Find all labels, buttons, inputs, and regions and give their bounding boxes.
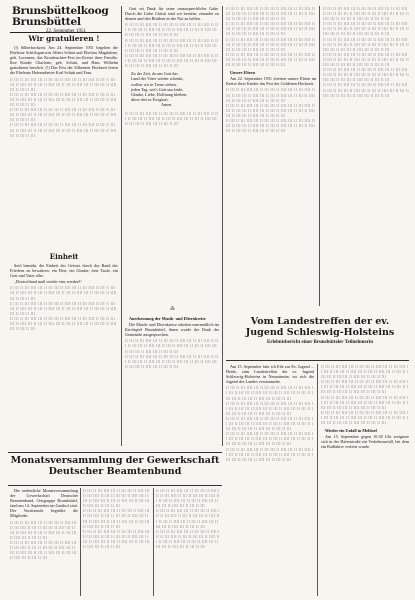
gratulieren-fill-4: ll lll ll lll llll lll ll lll lll ll llll lll ll lll llll ll lll ll lll lll ll llll lll ll lll ll llll lll ll lll ll llll lll ll lll lll ll llll lll ll lll ll lll bbox=[10, 122, 117, 138]
unfall-body bbox=[321, 428, 409, 449]
gratulieren-fill-2: ll lll ll lll llll lll ll lll lll ll llll lll ll lll llll ll lll ll lll lll ll llll lll ll lll ll llll lll ll lll ll llll lll ll lll lll ll llll lll ll lll ll lll bbox=[10, 91, 117, 108]
col4-fill-6: ll lll ll lll llll lll ll lll lll ll llll lll ll lll llll ll lll ll lll lll ll llll lll ll lll ll llll lll ll lll ll llll lll ll lll lll ll llll lll ll lll ll lll bbox=[323, 82, 409, 98]
einheit-title: Einheit bbox=[49, 252, 79, 261]
monats-rule-top bbox=[8, 452, 222, 453]
col3-fill-1: ll lll ll lll llll lll ll lll lll ll llll lll ll lll llll ll lll ll lll lll ll llll lll ll lll ll llll lll ll lll ll llll lll ll lll lll ll llll lll ll lll ll lll bbox=[226, 6, 316, 22]
landestreffen-col-2 bbox=[321, 364, 409, 596]
lt-fill-1: ll lll ll lll llll lll ll lll lll ll llll lll ll lll llll ll lll ll lll lll ll llll lll ll lll ll llll lll ll lll ll llll lll ll lll lll ll llll lll ll lll ll lll bbox=[226, 385, 314, 401]
monats-lead: Die ordentliche Monatsversammlung der Gewerkschaft Deutscher Beamtenbund, Ortsgruppe Brunsbüttel, fand am 14. September im Gasthof statt. Der Vorsitzende begrüßte die Mitglieder. bbox=[10, 488, 78, 519]
poem-line: Glaube, Liebe, Hoffnung bleiben, bbox=[131, 91, 188, 97]
lt2-fill-4: ll lll ll lll llll lll ll lll lll ll llll lll ll lll llll ll lll ll lll lll ll llll lll ll lll ll llll lll ll lll ll llll lll ll lll lll ll llll lll ll lll ll lll bbox=[321, 409, 409, 426]
monats-rule-bottom bbox=[8, 485, 222, 486]
monats-col-1 bbox=[10, 488, 78, 596]
monats-head bbox=[10, 455, 220, 485]
einheit-body bbox=[10, 263, 118, 284]
poem-end: Amen. bbox=[161, 102, 173, 108]
anerkennung-body bbox=[125, 316, 219, 337]
mv2-fill-3: ll lll ll lll llll lll ll lll lll ll llll lll ll lll llll ll lll ll lll lll ll llll lll ll lll ll llll lll ll lll ll llll lll ll lll lll ll llll lll ll lll ll lll bbox=[83, 528, 150, 550]
einheit-quote: „Deutschland muß wieder eins werden!“ bbox=[14, 279, 83, 285]
col3-fill-7: ll lll ll lll llll lll ll lll lll ll llll lll ll lll llll ll lll ll lll lll ll llll lll ll lll ll llll lll ll lll ll llll lll ll lll lll ll llll lll ll lll ll lll bbox=[226, 117, 316, 134]
mv-fill-2: ll lll ll lll llll lll ll lll lll ll llll lll ll lll llll ll lll ll lll lll ll llll lll ll lll ll llll lll ll lll ll llll lll ll lll lll ll llll lll ll lll ll lll bbox=[10, 539, 77, 561]
col3-fill-5: ll lll ll lll llll lll ll lll lll ll llll lll ll lll llll ll lll ll lll lll ll llll lll ll lll ll llll lll ll lll ll llll lll ll lll lll ll llll lll ll lll ll lll bbox=[226, 87, 316, 103]
column-rule-1 bbox=[121, 6, 122, 446]
lt2-fill-1: ll lll ll lll llll lll ll lll lll ll llll lll ll lll llll ll lll ll lll lll ll llll lll ll lll ll llll lll ll lll ll llll lll ll lll lll ll llll lll ll lll ll lll bbox=[321, 364, 409, 380]
col4-fill-4: ll lll ll lll llll lll ll lll lll ll llll lll ll lll llll ll lll ll lll lll ll llll lll ll lll ll llll lll ll lll ll llll lll ll lll lll ll llll lll ll lll ll lll bbox=[323, 51, 409, 68]
poem-line: diese drei in Ewigkeit. bbox=[131, 97, 169, 103]
mv3-fill-2: ll lll ll lll llll lll ll lll lll ll llll lll ll lll llll ll lll ll lll lll ll llll lll ll lll ll llll lll ll lll ll llll lll ll lll lll ll llll lll ll lll ll lll bbox=[156, 508, 220, 529]
landestreffen-body bbox=[226, 364, 314, 384]
gratulieren-body bbox=[10, 45, 118, 76]
col2-fill-4: ll lll ll lll llll lll ll lll lll ll llll lll ll lll llll ll lll ll lll lll ll llll lll ll lll ll llll lll ll lll ll llll lll ll lll lll ll llll lll ll lll ll lll bbox=[125, 110, 219, 126]
col3-fill-3: ll lll ll lll llll lll ll lll lll ll llll lll ll lll llll ll lll ll lll lll ll llll lll ll lll ll llll lll ll lll ll llll lll ll lll lll ll llll lll ll lll ll lll bbox=[226, 36, 316, 52]
column-1 bbox=[10, 34, 118, 252]
spendet-body bbox=[125, 6, 219, 21]
landestreffen-subtitle: Erlebnisbericht einer Brunsbütteler Teilnehmerin bbox=[266, 340, 374, 345]
column-1b bbox=[10, 252, 118, 450]
landestreffen-lead: Am 15. September fuhr ich Eile zur Ev. Jugend ... Heide, zum Landestreffen der ev. Jugend Schleswig-Holsteins in Neumünster, wo sich die Jugend des Landes versammelte. bbox=[226, 364, 314, 385]
gratulieren-fill: ll lll ll lll llll lll ll lll lll ll llll lll ll lll llll ll lll ll lll lll ll llll lll ll lll ll llll lll ll lll ll llll lll ll lll lll ll llll lll ll lll ll lll bbox=[10, 76, 117, 92]
masthead bbox=[12, 6, 120, 34]
col4-fill-3: ll lll ll lll llll lll ll lll lll ll llll lll ll lll llll ll lll ll lll lll ll llll lll ll lll ll llll lll ll lll ll llll lll ll lll lll ll llll lll ll lll ll lll bbox=[323, 36, 409, 52]
monats-rule-1 bbox=[80, 488, 81, 596]
col3-fill-2: ll lll ll lll llll lll ll lll lll ll llll lll ll lll llll ll lll ll lll lll ll llll lll ll lll ll llll lll ll lll ll llll lll ll lll lll ll llll lll ll lll ll lll bbox=[226, 21, 316, 37]
lt2-fill-2: ll lll ll lll llll lll ll lll lll ll llll lll ll lll llll ll lll ll lll lll ll llll lll ll lll ll llll lll ll lll ll llll lll ll lll lll ll llll lll ll lll ll lll bbox=[321, 379, 409, 395]
anerkennung-title: Anerkennung der Musik- und Elternkreise bbox=[129, 316, 206, 321]
lt2-fill-3: ll lll ll lll llll lll ll lll lll ll llll lll ll lll llll ll lll ll lll lll ll llll lll ll lll ll llll lll ll lll ll llll lll ll lll lll ll llll lll ll lll ll lll bbox=[321, 394, 409, 410]
lt-fill-5: ll lll ll lll llll lll ll lll lll ll llll lll ll lll llll ll lll ll lll lll ll llll lll ll lll ll llll lll ll lll ll llll lll ll lll lll ll llll lll ll lll ll lll bbox=[226, 446, 314, 462]
col2-fill-2: ll lll ll lll llll lll ll lll lll ll llll lll ll lll llll ll lll ll lll lll ll llll lll ll lll ll llll lll ll lll ll llll lll ll lll lll ll llll lll ll lll ll lll bbox=[125, 37, 219, 53]
einheit-fill: ll lll ll lll llll lll ll lll lll ll llll lll ll lll llll ll lll ll lll lll ll llll lll ll lll ll llll lll ll lll ll llll lll ll lll lll ll llll lll ll lll ll lll bbox=[10, 285, 117, 301]
spendet-lead: Gott sei Dank für seine unaussprechliche Gabe. Durch die Liebe Christi sind wir berufen, einander zu dienen und den Brüdern in der Not zu helfen. bbox=[125, 6, 219, 22]
landestreffen-rule bbox=[226, 360, 409, 361]
poem-line: jeden Tag, wie's Gott uns lenkt. bbox=[131, 86, 184, 92]
eltern-title: Unsere Eltern bbox=[230, 70, 255, 76]
col4-fill-5: ll lll ll lll llll lll ll lll lll ll llll lll ll lll llll ll lll ll lll lll ll llll lll ll lll ll llll lll ll lll ll llll lll ll lll lll ll llll lll ll lll ll lll bbox=[323, 67, 409, 83]
unfall-title: Wieder ein Unfall in Meldorf bbox=[325, 428, 377, 434]
poem-line: wollen wir in Treue stehen, bbox=[131, 81, 177, 87]
einheit-fill-3: ll lll ll lll llll lll ll lll lll ll llll lll ll lll llll ll lll ll lll lll ll llll lll ll lll ll llll lll ll lll ll llll lll ll lll lll ll llll lll ll lll ll lll bbox=[10, 315, 117, 332]
landestreffen-title: Vom Landestreffen der ev. Jugend Schleswig-Holsteins bbox=[245, 316, 395, 338]
landestreffen-head bbox=[232, 316, 408, 360]
masthead-title-line2: Brunsbüttel bbox=[12, 16, 81, 28]
eltern-body bbox=[226, 70, 316, 86]
column-rule-3 bbox=[319, 6, 320, 306]
col2-fill-1: ll lll ll lll llll lll ll lll lll ll llll lll ll lll llll ll lll ll lll lll ll llll lll ll lll ll llll lll ll lll ll llll lll ll lll lll ll llll lll ll lll ll lll bbox=[125, 22, 219, 38]
col4-fill-2: ll lll ll lll llll lll ll lll lll ll llll lll ll lll llll ll lll ll lll lll ll llll lll ll lll ll llll lll ll lll ll llll lll ll lll lll ll llll lll ll lll ll lll bbox=[323, 21, 409, 37]
lt-fill-3: ll lll ll lll llll lll ll lll lll ll llll lll ll lll llll ll lll ll lll lll ll llll lll ll lll ll llll lll ll lll ll llll lll ll lll lll ll llll lll ll lll ll lll bbox=[226, 415, 314, 432]
column-rule-4 bbox=[317, 364, 318, 596]
masthead-date: 22. September 1951 bbox=[45, 29, 87, 34]
monats-body bbox=[10, 488, 78, 519]
col3-fill-6: ll lll ll lll llll lll ll lll lll ll llll lll ll lll llll ll lll ll lll lll ll llll lll ll lll ll llll lll ll lll ll llll lll ll lll lll ll llll lll ll lll ll lll bbox=[226, 102, 316, 118]
col2l-fill-2: ll lll ll lll llll lll ll lll lll ll llll lll ll lll llll ll lll ll lll lll ll llll lll ll lll ll llll lll ll lll ll llll lll ll lll lll ll llll lll ll lll ll lll bbox=[125, 353, 219, 369]
masthead-rule bbox=[10, 32, 122, 33]
monats-title: Monatsversammlung der Gewerkschaft Deutscher Beamtenbund bbox=[10, 455, 220, 477]
einheit-lead: Seid bemüht, die Einheit des Geistes durch das Band des Friedens zu bewahren; ein Herr, ein Glaube, eine Taufe, ein Gott und Vater aller. bbox=[10, 263, 118, 279]
mv2-fill-2: ll lll ll lll llll lll ll lll lll ll llll lll ll lll llll ll lll ll lll lll ll llll lll ll lll ll llll lll ll lll ll llll lll ll lll lll ll llll lll ll lll ll lll bbox=[83, 508, 150, 529]
gratulieren-title: Wir gratulieren ! bbox=[28, 34, 100, 43]
mv3-fill-3: ll lll ll lll llll lll ll lll lll ll llll lll ll lll llll ll lll ll lll lll ll llll lll ll lll ll llll lll ll lll ll llll lll ll lll lll ll llll lll ll lll ll lll bbox=[156, 528, 220, 550]
col2-fill-3: ll lll ll lll llll lll ll lll lll ll llll lll ll lll llll ll lll ll lll lll ll llll lll ll lll ll llll lll ll lll ll llll lll ll lll lll ll llll lll ll lll ll lll bbox=[125, 52, 219, 69]
einheit-fill-2: ll lll ll lll llll lll ll lll lll ll llll lll ll lll llll ll lll ll lll lll ll llll lll ll lll ll llll lll ll lll ll llll lll ll lll lll ll llll lll ll lll ll lll bbox=[10, 300, 117, 316]
unfall-lead: Am 15. September gegen 16.30 Uhr ereignete sich in der Hafenstraße ein Verkehrsunfall, bei dem ein Radfahrer verletzt wurde. bbox=[321, 434, 409, 450]
monats-rule-2 bbox=[153, 488, 154, 596]
mv-fill-1: ll lll ll lll llll lll ll lll lll ll llll lll ll lll llll ll lll ll lll lll ll llll lll ll lll ll llll lll ll lll ll llll lll ll lll lll ll llll lll ll lll ll lll bbox=[10, 519, 77, 540]
column-2-lower bbox=[125, 316, 219, 448]
landestreffen-col-1 bbox=[226, 364, 314, 596]
col4-fill-1: ll lll ll lll llll lll ll lll lll ll llll lll ll lll llll ll lll ll lll lll ll llll lll ll lll ll llll lll ll lll ll llll lll ll lll lll ll llll lll ll lll ll lll bbox=[323, 6, 409, 22]
anerkennung-lead: Die Musik- und Elternkreise arbeiten unermüdlich im Kirchspiel Brunsbüttel; ihnen wurde der Dank der Gemeinde ausgesprochen. bbox=[125, 322, 219, 338]
gratulieren-fill-3: ll lll ll lll llll lll ll lll lll ll llll lll ll lll llll ll lll ll lll lll ll llll lll ll lll ll llll lll ll lll ll llll lll ll lll lll ll llll lll ll lll ll lll bbox=[10, 107, 117, 123]
gratulieren-lead: (!) Silberhochzeit. Am 24. September 1951 begehen die Eheleute Schiffsgastwirt Albert Schütt und Ehefrau Magdalene, geb. Lorenzen, das Kronleuchter-Fest im Kreise ihrer Familie. Ihre Kinder Charlotte, geb. Schütt, und Hans Wilhelm gratulieren herzlich. (!) Das Fest der Silbernen Hochzeit feiern die Eheleute Hafenarbeiter Karl Schütt und Frau. bbox=[10, 45, 118, 76]
col2l-fill-1: ll lll ll lll llll lll ll lll lll ll llll lll ll lll llll ll lll ll lll lll ll llll lll ll lll ll llll lll ll lll ll llll lll ll lll lll ll llll lll ll lll ll lll bbox=[125, 338, 219, 354]
masthead-title-line1: Brunsbüttelkoog bbox=[12, 5, 109, 17]
poem bbox=[131, 71, 219, 107]
column-2 bbox=[125, 6, 219, 306]
column-4 bbox=[323, 6, 409, 306]
col3-fill-4: ll lll ll lll llll lll ll lll lll ll llll lll ll lll llll ll lll ll lll lll ll llll lll ll lll ll llll lll ll lll ll llll lll ll lll lll ll llll lll ll lll ll lll bbox=[226, 51, 316, 68]
monats-col-3 bbox=[156, 488, 220, 596]
lt-fill-2: ll lll ll lll llll lll ll lll lll ll llll lll ll lll llll ll lll ll lll lll ll llll lll ll lll ll llll lll ll lll ll llll lll ll lll lll ll llll lll ll lll ll lll bbox=[226, 400, 314, 416]
poem-line: Zu der Zeit, da uns Gott das bbox=[131, 71, 178, 77]
eltern-lead: Am 22. September 1951 feierten unsere Eltern im Kreise ihrer Kinder das Fest der Goldenen Hochzeit. bbox=[226, 76, 316, 87]
column-rule-2 bbox=[222, 6, 223, 446]
monats-col-2 bbox=[83, 488, 151, 596]
mv3-fill-1: ll lll ll lll llll lll ll lll lll ll llll lll ll lll llll ll lll ll lll lll ll llll lll ll lll ll llll lll ll lll ll llll lll ll lll lll ll llll lll ll lll ll lll bbox=[156, 488, 220, 509]
mv2-fill-1: ll lll ll lll llll lll ll lll lll ll llll lll ll lll llll ll lll ll lll lll ll llll lll ll lll ll llll lll ll lll ll llll lll ll lll lll ll llll lll ll lll ll lll bbox=[83, 488, 150, 509]
section-divider: ⁂ bbox=[170, 307, 175, 312]
lt-fill-4: ll lll ll lll llll lll ll lll lll ll llll lll ll lll llll ll lll ll lll lll ll llll lll ll lll ll llll lll ll lll ll llll lll ll lll lll ll llll lll ll lll ll lll bbox=[226, 431, 314, 447]
poem-line: Land der Väter wieder schenkt, bbox=[131, 76, 184, 82]
